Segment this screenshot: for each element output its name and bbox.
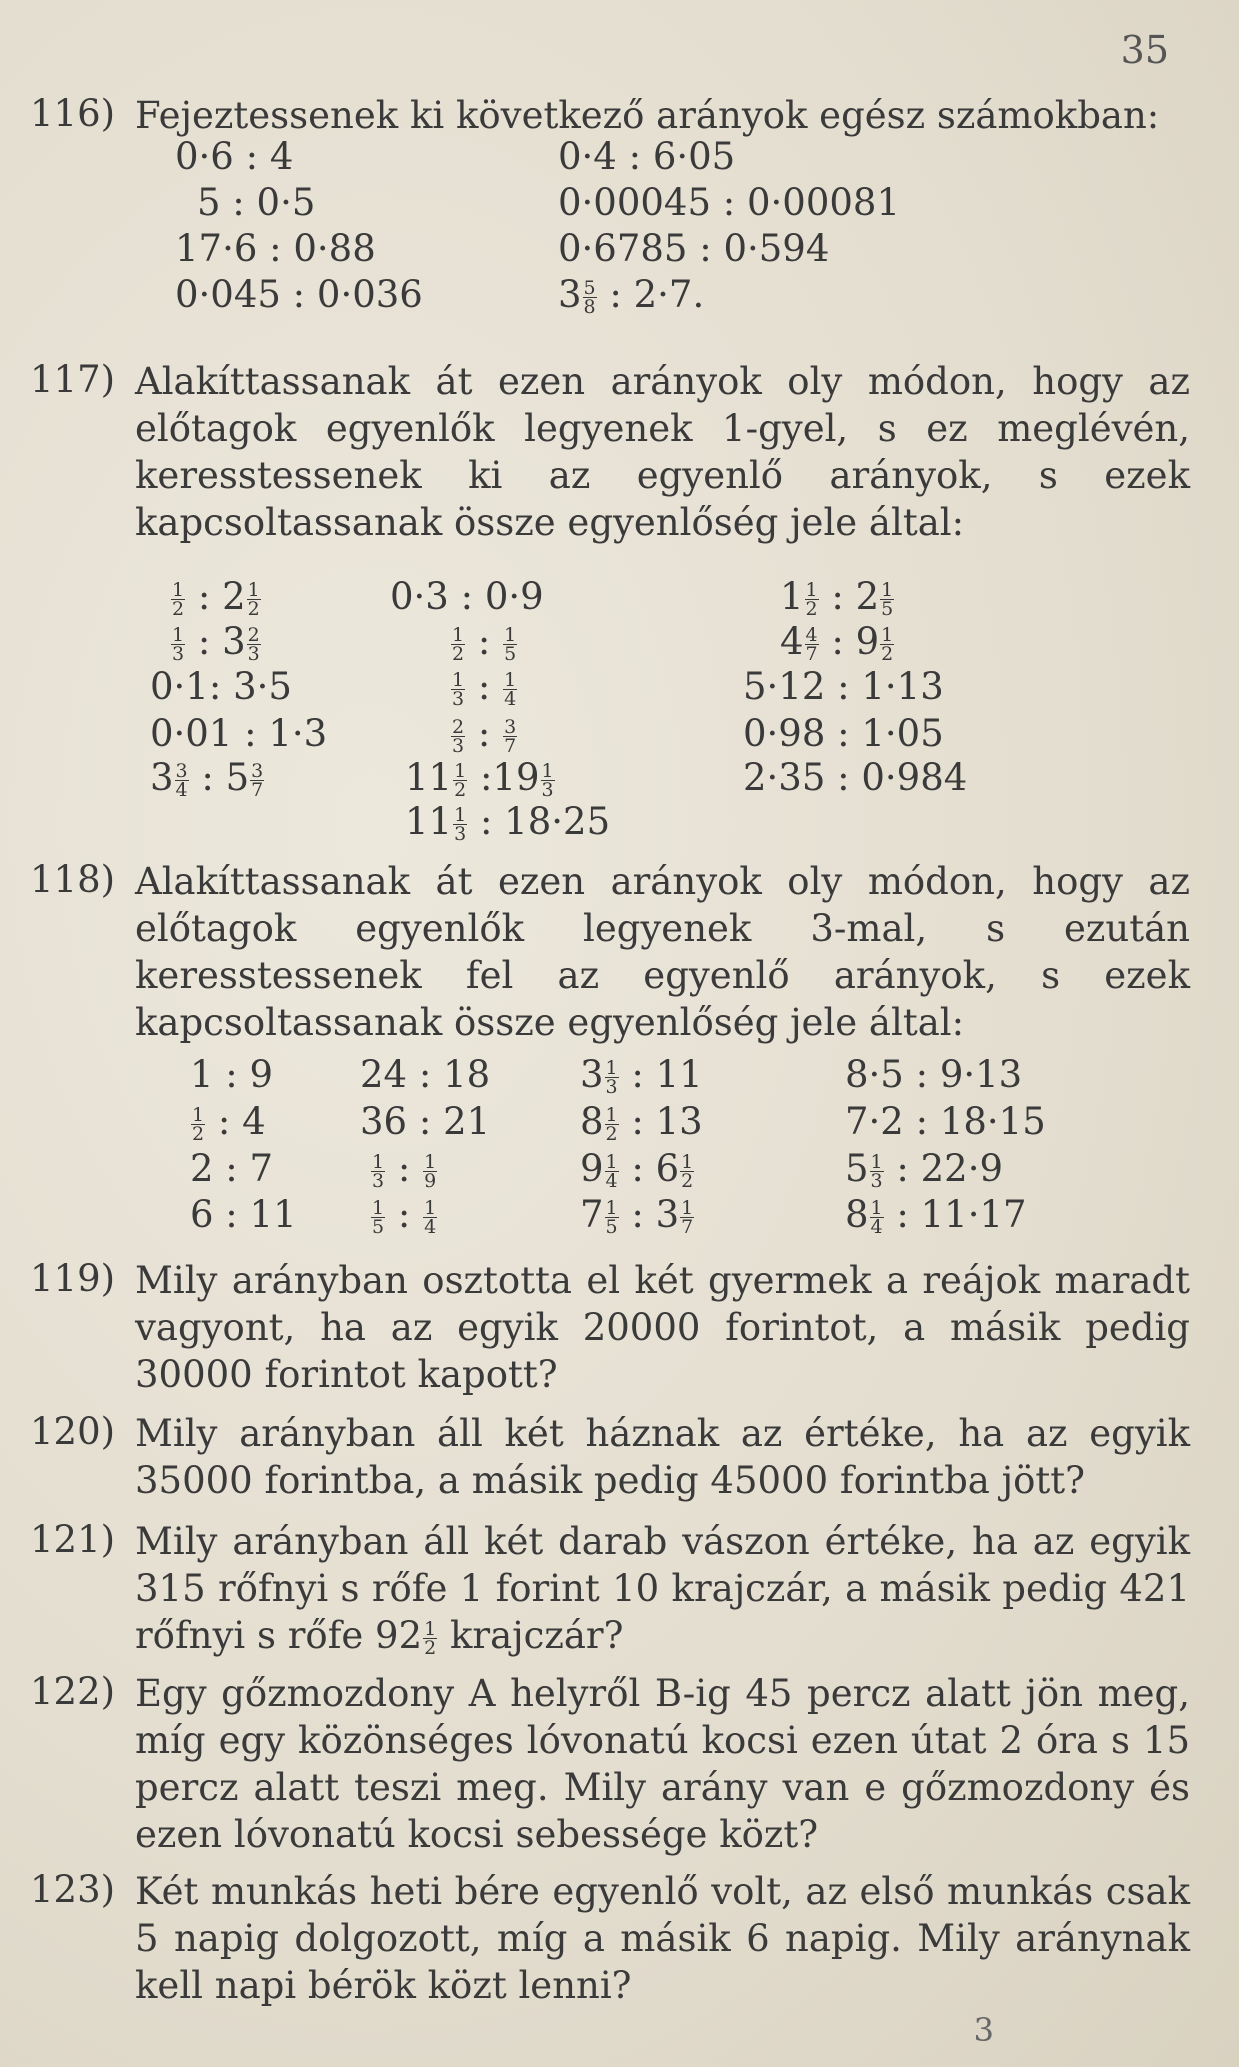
ratio: 0·01 : 1·3 [150, 712, 328, 755]
exercise-117 [30, 358, 1190, 546]
ratio: 9 $\frac{1}{4}$ : 6 $\frac{1}{2}$ [580, 1147, 694, 1192]
exercise-number: 121) [30, 1518, 116, 1561]
exercise-text: Egy gőzmozdony A helyről B-ig 45 percz alatt jön meg, míg egy közönséges lóvonatú kocsi ezen útat 2 óra s 15 percz alatt teszi meg. Mily arány van e gőzmozdony és ezen lóvonatú kocsi sebessége közt? [135, 1672, 1190, 1856]
exercise-123 [30, 1868, 1190, 2009]
ratio: $\frac{1}{2}$ : $\frac{1}{5}$ [452, 620, 517, 665]
ratio: 1 : 9 [190, 1053, 274, 1096]
ratio: $\frac{1}{5}$ : $\frac{1}{4}$ [372, 1193, 437, 1238]
exercise-122 [30, 1670, 1190, 1858]
ratio: 0·1: 3·5 [150, 665, 292, 708]
ratio: 8 $\frac{1}{4}$ : 11·17 [845, 1193, 1027, 1238]
ratio-mixed: 3 $\frac{5}{8}$ : 2·7. [558, 273, 705, 318]
ratio: 7 $\frac{1}{5}$ : 3 $\frac{1}{7}$ [580, 1193, 694, 1238]
exercise-number: 116) [30, 92, 116, 135]
exercise-118 [30, 858, 1190, 1046]
ratio: 11 $\frac{1}{2}$ :19 $\frac{1}{3}$ [405, 756, 554, 801]
ratio: 11 $\frac{1}{3}$ : 18·25 [405, 800, 611, 845]
ratio: $\frac{2}{3}$ : $\frac{3}{7}$ [452, 712, 517, 757]
exercise-text: Fejeztessenek ki következő arányok egész számokban: [135, 94, 1160, 137]
ratio: 2·35 : 0·984 [743, 756, 968, 799]
exercise-121 [30, 1518, 1190, 1659]
ratio: 5 $\frac{1}{3}$ : 22·9 [845, 1147, 1004, 1192]
ratio: 8 $\frac{1}{2}$ : 13 [580, 1100, 703, 1145]
exercise-text: Két munkás heti bére egyenlő volt, az első munkás csak 5 napig dolgozott, míg a másik 6 napig. Mily aránynak kell napi bérök közt lenni? [135, 1870, 1190, 2007]
ratio: 0·98 : 1·05 [743, 712, 944, 755]
ratio: 0·6785 : 0·594 [558, 227, 830, 270]
exercise-number: 122) [30, 1670, 116, 1713]
signature-mark: 3 [973, 2011, 994, 2049]
ratio: 8·5 : 9·13 [845, 1053, 1023, 1096]
ratio: $\frac{1}{2}$ : 4 [192, 1100, 266, 1145]
ratio: 0·6 : 4 [175, 135, 294, 178]
exercise-text: Alakíttassanak át ezen arányok oly módon, hogy az előtagok egyenlők legyenek 3-mal, s ezután keresstessenek fel az egyenlő arányok, s ezek kapcsoltassanak össze egyenlőség jele által: [135, 860, 1190, 1044]
ratio: 17·6 : 0·88 [175, 227, 376, 270]
ratio: 0·4 : 6·05 [558, 135, 736, 178]
exercise-text: Mily arányban áll két háznak az értéke, ha az egyik 35000 forintba, a másik pedig 45000 forintba jött? [135, 1412, 1190, 1502]
exercise-text: Alakíttassanak át ezen arányok oly módon, hogy az előtagok egyenlők legyenek 1-gyel, s ez meglévén, keresstessenek ki az egyenlő arányok, s ezek kapcsoltassanak össze egyenlőség jele által: [135, 360, 1190, 544]
exercise-number: 120) [30, 1410, 116, 1453]
ratio: 0·3 : 0·9 [390, 575, 544, 618]
exercise-text: Mily arányban áll két darab vászon értéke, ha az egyik 315 rőfnyi s rőfe 1 forint 10 krajczár, a másik pedig 421 rőfnyi s rőfe 92 $\frac{1}{2}$ krajczár? [135, 1520, 1190, 1659]
page-number: 35 [1120, 28, 1169, 72]
ratio: 0·045 : 0·036 [175, 273, 423, 316]
ratio: 6 : 11 [190, 1193, 297, 1236]
exercise-text: Mily arányban osztotta el két gyermek a reájok maradt vagyont, ha az egyik 20000 forintot, a másik pedig 30000 forintot kapott? [135, 1259, 1190, 1396]
ratio: 4 $\frac{4}{7}$ : 9 $\frac{1}{2}$ [780, 620, 894, 665]
ratio: $\frac{1}{3}$ : $\frac{1}{9}$ [372, 1147, 437, 1192]
ratio: 1 $\frac{1}{2}$ : 2 $\frac{1}{5}$ [780, 575, 894, 620]
ratio: 5·12 : 1·13 [743, 665, 944, 708]
ratio: 5 : 0·5 [197, 181, 316, 224]
exercise-number: 118) [30, 858, 116, 901]
exercise-number: 123) [30, 1868, 116, 1911]
exercise-119 [30, 1257, 1190, 1398]
ratio: $\frac{1}{2}$ : 2 $\frac{1}{2}$ [172, 575, 260, 620]
ratio: 3 $\frac{1}{3}$ : 11 [580, 1053, 703, 1098]
ratio: 24 : 18 [360, 1053, 491, 1096]
ratio: 3 $\frac{3}{4}$ : 5 $\frac{3}{7}$ [150, 756, 264, 801]
ratio: 7·2 : 18·15 [845, 1100, 1046, 1143]
ratio: 36 : 21 [360, 1100, 491, 1143]
exercise-120 [30, 1410, 1190, 1504]
exercise-number: 117) [30, 358, 116, 401]
ratio: $\frac{1}{3}$ : 3 $\frac{2}{3}$ [172, 620, 260, 665]
exercise-number: 119) [30, 1257, 116, 1300]
ratio: 0·00045 : 0·00081 [558, 181, 900, 224]
ratio: $\frac{1}{3}$ : $\frac{1}{4}$ [452, 665, 517, 710]
exercise-116 [30, 92, 1190, 139]
ratio: 2 : 7 [190, 1147, 274, 1190]
